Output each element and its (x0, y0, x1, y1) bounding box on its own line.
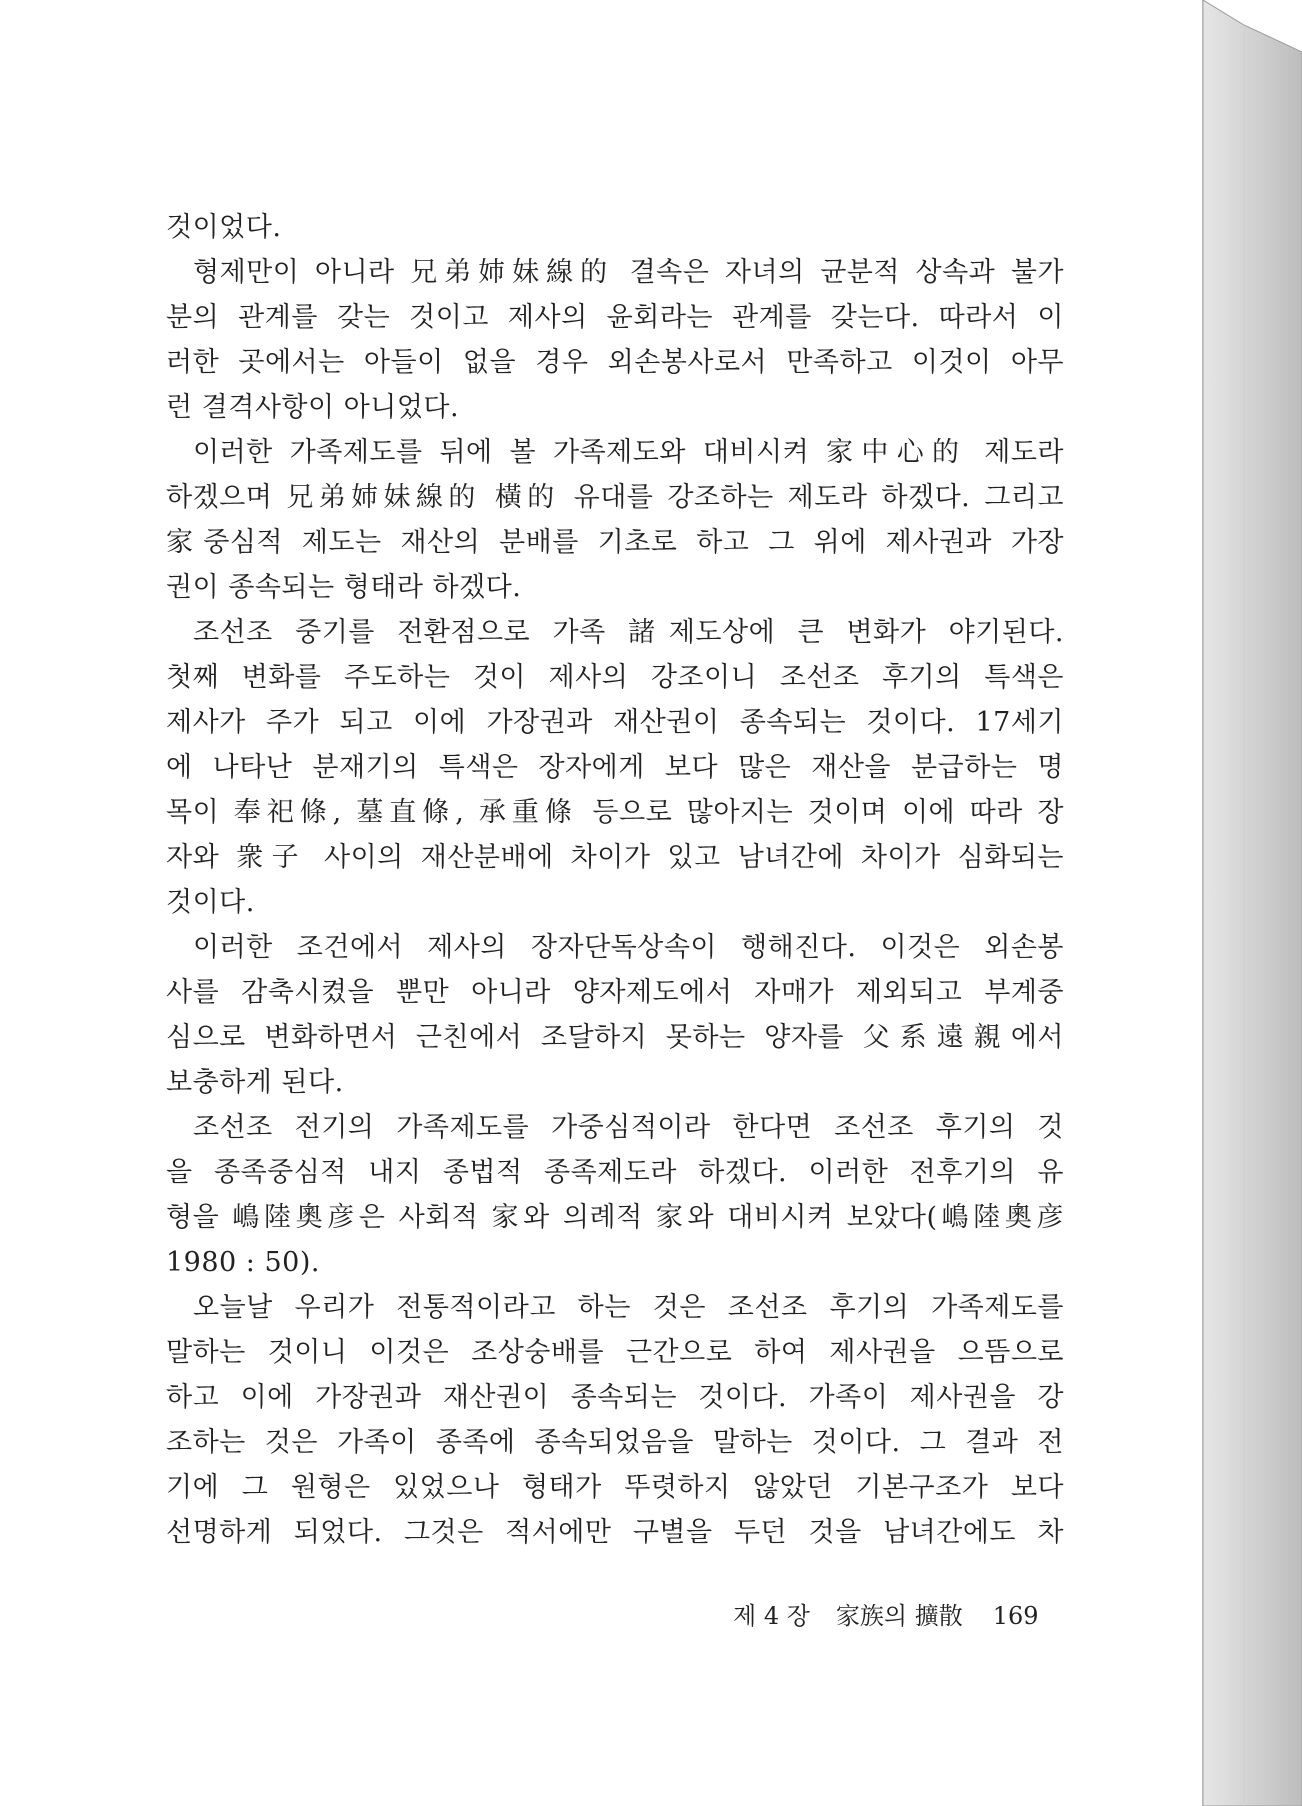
text-line: 목이 奉祀條, 墓直條, 承重條 등으로 많아지는 것이며 이에 따라 장 (166, 797, 1064, 828)
body-text (166, 205, 1064, 1555)
running-footer (733, 1596, 1045, 1636)
text-line: 권이 종속되는 형태라 하겠다. (166, 572, 522, 603)
text-line: 형을 嶋陸奧彦은 사회적 家와 의례적 家와 대비시켜 보았다(嶋陸奧彦 (166, 1202, 1064, 1233)
text-line: 선명하게 되었다. 그것은 적서에만 구별을 두던 것을 남녀간에도 차 (166, 1517, 1064, 1548)
text-line: 오늘날 우리가 전통적이라고 하는 것은 조선조 후기의 가족제도를 (193, 1292, 1064, 1323)
text-line: 조하는 것은 가족이 종족에 종속되었음을 말하는 것이다. 그 결과 전 (166, 1427, 1064, 1458)
text-line: 을 종족중심적 내지 종법적 종족제도라 하겠다. 이러한 전후기의 유 (166, 1157, 1064, 1188)
text-line: 것이다. (166, 887, 255, 918)
text-line: 형제만이 아니라 兄弟姉妹線的 결속은 자녀의 균분적 상속과 불가 (193, 257, 1064, 288)
text-line: 1980 : 50). (166, 1247, 320, 1278)
text-line: 조선조 전기의 가족제도를 가중심적이라 한다면 조선조 후기의 것 (193, 1112, 1064, 1143)
chapter-title: 家族의 擴散 (835, 1602, 963, 1630)
text-line: 런 결격사항이 아니었다. (166, 392, 460, 423)
text-line: 것이었다. (166, 212, 282, 243)
text-line: 기에 그 원형은 있었으나 형태가 뚜렷하지 않았던 기본구조가 보다 (166, 1472, 1064, 1503)
text-line: 분의 관계를 갖는 것이고 제사의 윤회라는 관계를 갖는다. 따라서 이 (166, 302, 1064, 333)
text-line: 심으로 변화하면서 근친에서 조달하지 못하는 양자를 父系遠親에서 (166, 1022, 1064, 1053)
text-line: 사를 감축시켰을 뿐만 아니라 양자제도에서 자매가 제외되고 부계중 (166, 977, 1064, 1008)
text-line: 첫째 변화를 주도하는 것이 제사의 강조이니 조선조 후기의 특색은 (166, 662, 1064, 693)
text-line: 이러한 조건에서 제사의 장자단독상속이 행해진다. 이것은 외손봉 (193, 932, 1064, 963)
text-line: 러한 곳에서는 아들이 없을 경우 외손봉사로서 만족하고 이것이 아무 (166, 347, 1064, 378)
text-line: 이러한 가족제도를 뒤에 볼 가족제도와 대비시켜 家中心的 제도라 (193, 437, 1064, 468)
text-line: 제사가 주가 되고 이에 가장권과 재산권이 종속되는 것이다. 17세기 (166, 707, 1064, 738)
text-line: 말하는 것이니 이것은 조상숭배를 근간으로 하여 제사권을 으뜸으로 (166, 1337, 1064, 1368)
text-line: 자와 衆子 사이의 재산분배에 차이가 있고 남녀간에 차이가 심화되는 (166, 842, 1064, 873)
page-stack-edge (1203, 0, 1302, 1806)
text-line: 家중심적 제도는 재산의 분배를 기초로 하고 그 위에 제사권과 가장 (166, 527, 1064, 558)
text-line: 보충하게 된다. (166, 1067, 344, 1098)
text-line: 하고 이에 가장권과 재산권이 종속되는 것이다. 가족이 제사권을 강 (166, 1382, 1064, 1413)
text-line: 하겠으며 兄弟姉妹線的 橫的 유대를 강조하는 제도라 하겠다. 그리고 (166, 482, 1064, 513)
chapter-label: 제 4 장 (733, 1602, 810, 1630)
page-number: 169 (992, 1602, 1039, 1630)
text-line: 에 나타난 분재기의 특색은 장자에게 보다 많은 재산을 분급하는 명 (166, 752, 1064, 783)
text-line: 조선조 중기를 전환점으로 가족 諸제도상에 큰 변화가 야기된다. (193, 617, 1064, 648)
